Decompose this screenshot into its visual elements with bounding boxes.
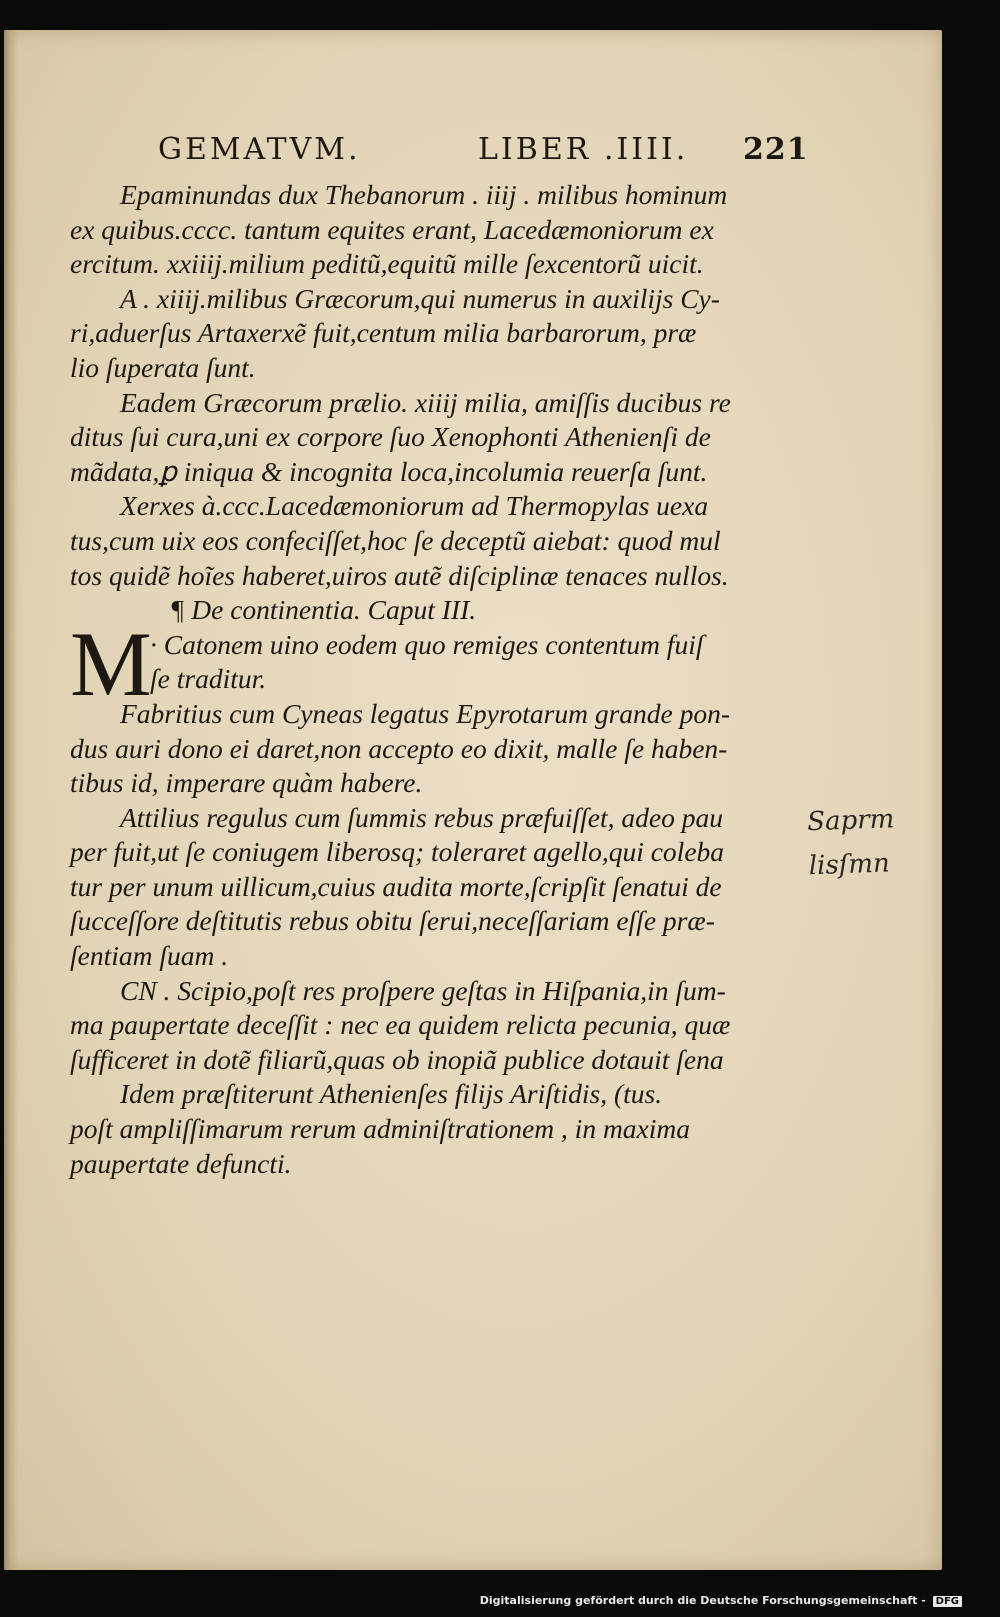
- text-line: poſt ampliſſimarum rerum adminiſtrationem , in maxima: [70, 1113, 691, 1145]
- running-header-book: LIBER .IIII.: [478, 132, 689, 167]
- text-line: lio ſuperata ſunt.: [70, 351, 256, 383]
- drop-cap-initial: M: [70, 612, 152, 715]
- text-line: paupertate defuncti.: [70, 1147, 292, 1179]
- marginal-note-line: Saprm: [806, 804, 895, 838]
- dfg-logo: DFG: [933, 1596, 962, 1607]
- text-line: Epaminundas dux Thebanorum . iiij . milibus hominum: [120, 179, 728, 210]
- text-line: CN . Scipio,poſt res proſpere geſtas in Hiſpania,in ſum-: [120, 974, 726, 1006]
- text-line: ri,aduerſus Artaxerxẽ fuit,centum milia barbarorum, præ: [70, 317, 697, 349]
- text-line: tos quidẽ hoĩes haberet,uiros autẽ diſciplinæ tenaces nullos.: [70, 559, 729, 591]
- text-line: A . xiiij.milibus Græcorum,qui numerus in auxilijs Cy-: [120, 282, 720, 314]
- text-line: ſentiam ſuam .: [70, 940, 229, 972]
- main-text-block: [70, 178, 810, 1181]
- marginal-note-line: lisſmn: [808, 848, 891, 882]
- text-line: Attilius regulus cum ſummis rebus præfuiſſet, adeo pau: [120, 801, 723, 833]
- text-line: ſufficeret in dotẽ filiarũ,quas ob inopiã publice dotauit ſena: [70, 1043, 724, 1075]
- text-line: ditus ſui cura,uni ex corpore ſuo Xenophonti Athenienſi de: [70, 421, 711, 453]
- running-header: [158, 132, 808, 172]
- paragraphs-before-chapter: [70, 178, 810, 593]
- text-line: Fabritius cum Cyneas legatus Epyrotarum grande pon-: [120, 697, 731, 729]
- page-number: 221: [743, 132, 809, 167]
- chapter-heading: ¶ De continentia. Caput III.: [170, 594, 477, 626]
- dropcap-text-line: · Catonem uino eodem quo remiges contentum fuiſ: [150, 628, 704, 660]
- page-gutter-shadow: [4, 30, 18, 1570]
- text-line: mãdata,ꝑ iniqua & incognita loca,incolumia reuerſa ſunt.: [70, 455, 708, 487]
- credit-text: Digitalisierung gefördert durch die Deutsche Forschungsgemeinschaft -: [479, 1594, 926, 1607]
- text-line: Idem præſtiterunt Athenienſes filijs Ariſtidis, (tus.: [120, 1078, 663, 1110]
- text-line: tibus id, imperare quàm habere.: [70, 767, 423, 799]
- text-line: Eadem Græcorum prælio. xiiij milia, amiſſis ducibus re: [120, 386, 731, 418]
- text-line: tus,cum uix eos confeciſſet,hoc ſe deceptũ aiebat: quod mul: [70, 524, 721, 556]
- text-line: per fuit,ut ſe coniugem liberosq; toleraret agello,qui coleba: [70, 836, 725, 868]
- text-line: ex quibus.cccc. tantum equites erant, Lacedæmoniorum ex: [70, 213, 714, 245]
- text-line: dus auri dono ei daret,non accepto eo dixit, malle ſe haben-: [70, 732, 728, 764]
- text-line: ma paupertate deceſſit : nec ea quidem relicta pecunia, quæ: [70, 1009, 731, 1041]
- text-line: ſucceſſore deſtitutis rebus obitu ſerui,neceſſariam eſſe præ-: [70, 905, 715, 937]
- text-line: Xerxes à.ccc.Lacedæmoniorum ad Thermopylas uexa: [120, 490, 709, 522]
- text-line: ercitum. xxiiij.milium peditũ,equitũ mille ſexcentorũ uicit.: [70, 248, 704, 280]
- text-line: tur per unum uillicum,cuius audita morte,ſcripſit ſenatui de: [70, 870, 722, 902]
- handwritten-marginal-note: [807, 796, 940, 888]
- running-header-left: GEMATVM.: [158, 132, 361, 167]
- dropcap-text-line: ſe traditur.: [150, 663, 267, 695]
- paragraphs-after-chapter: [70, 697, 810, 1181]
- digitization-credit: [480, 1594, 962, 1607]
